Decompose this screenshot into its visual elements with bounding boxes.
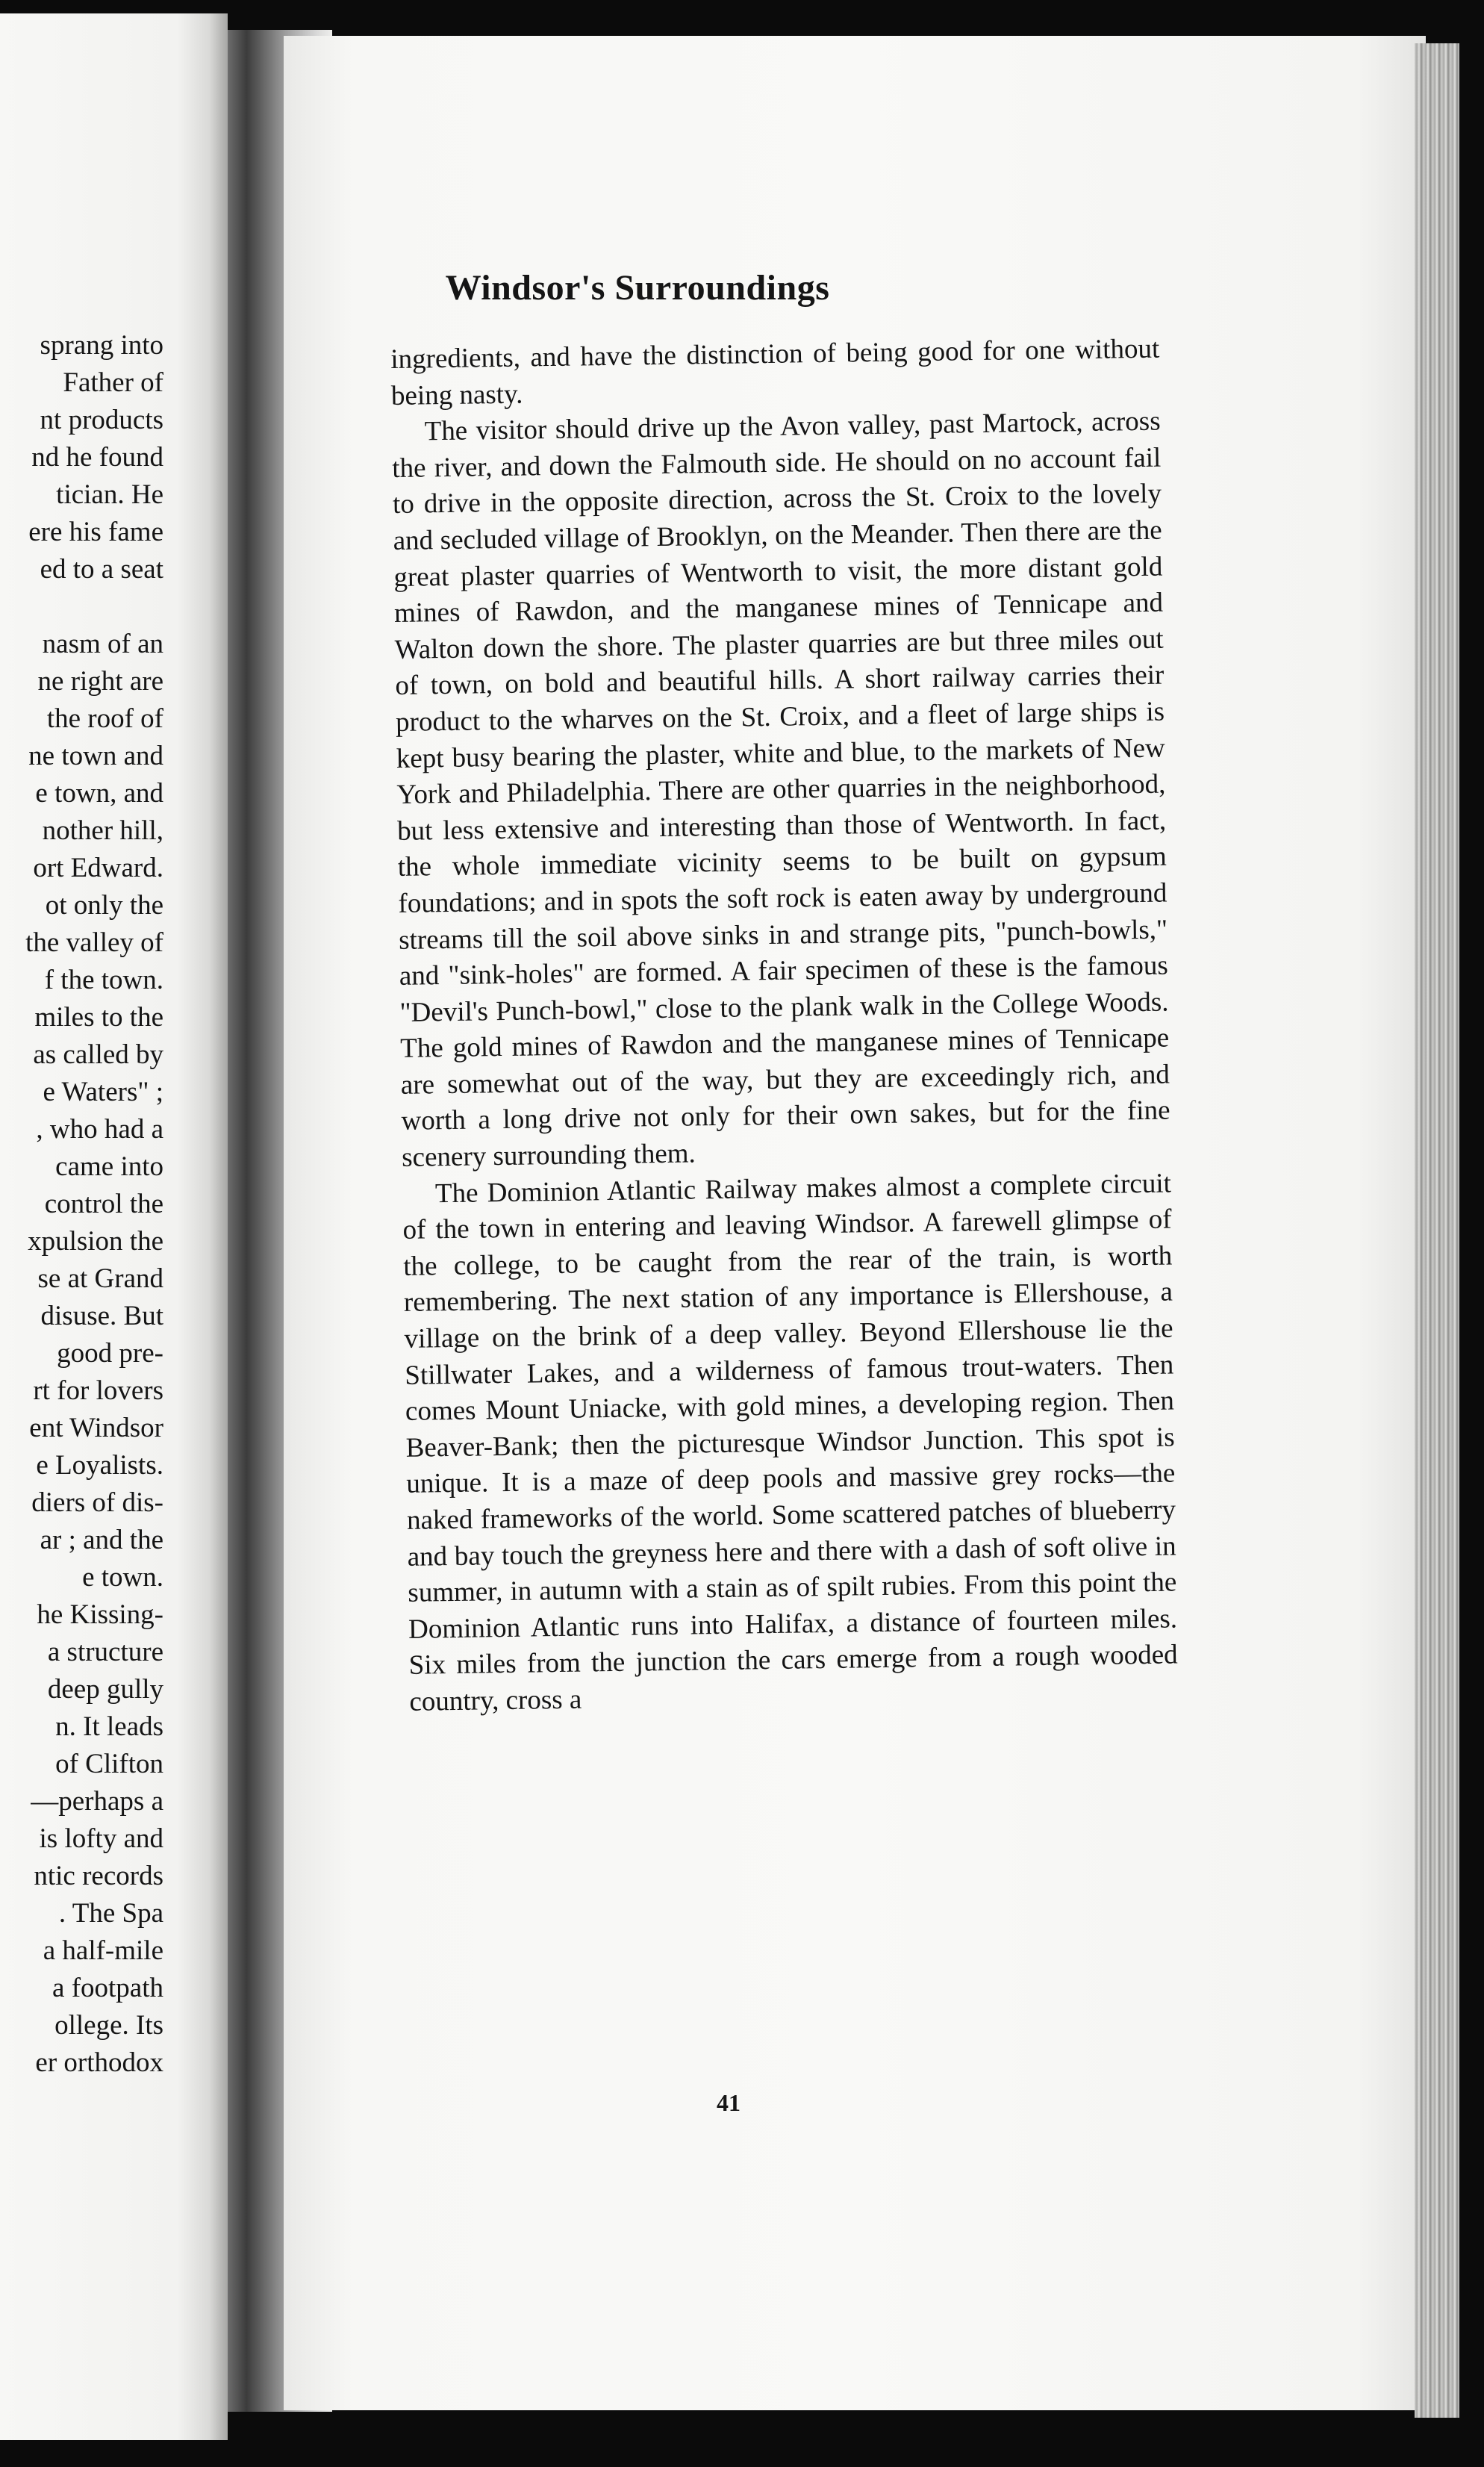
left-page-line: ere his fame (28, 517, 163, 547)
left-page-line: he Kissing- (37, 1599, 163, 1630)
left-page-line: f the town. (44, 965, 163, 995)
left-page-line: diers of dis- (31, 1487, 163, 1518)
left-page-line: Father of (63, 367, 163, 398)
left-page-line (0, 588, 163, 626)
left-page-line: tician. He (56, 479, 163, 510)
running-head: Windsor's Surroundings (445, 268, 830, 308)
left-page-text (0, 327, 163, 2082)
left-page-line: of Clifton (55, 1749, 163, 1779)
left-page-line: nasm of an (42, 629, 163, 659)
left-page-line: —perhaps a (31, 1786, 163, 1817)
left-page-line: nd he found (31, 442, 163, 473)
left-page-line: the roof of (46, 703, 163, 734)
left-page-line: ot only the (45, 890, 163, 921)
left-page-line: e Loyalists. (36, 1450, 163, 1481)
left-page-line: se at Grand (37, 1263, 163, 1294)
page-edges (1415, 43, 1459, 2418)
page-number: 41 (717, 2089, 741, 2116)
left-page-line: xpulsion the (28, 1226, 163, 1257)
left-page-line: ar ; and the (40, 1525, 163, 1555)
left-page-line: e town, and (35, 778, 163, 809)
left-page-line: n. It leads (55, 1711, 163, 1742)
left-page-line: e Waters" ; (43, 1077, 163, 1107)
left-page-line: disuse. But (40, 1301, 163, 1331)
left-page-line: . The Spa (58, 1898, 163, 1929)
paragraph: The visitor should drive up the Avon valley, past Martock, across the river, and down the Falmouth side. He should on no account fail to drive in the opposite direction, across the St. Croix to the lovely and secluded village of Brooklyn, on the Meander. Then there are the great plaster quarries of Wentworth to visit, the more distant gold mines of Rawdon, and the manganese mines of Tennicape and Walton down the shore. The plaster quarries are but three miles out of town, on bold and beautiful hills. A short railway carries their product to the wharves on the St. Croix, and a fleet of large ships is kept busy bearing the plaster, white and blue, to the markets of New York and Philadelphia. There are other quarries in the neighborhood, but less extensive and interesting than those of Wentworth. In fact, the whole immediate vicinity seems to be built on gypsum foundations; and in spots the soft rock is eaten away by underground streams till the soil above sinks in and strange pits, "punch-bowls," and "sink-holes" are formed. A fair specimen of these is the famous "Devil's Punch-bowl," close to the plank walk in the College Woods. The gold mines of Rawdon and the manganese mines of Tennicape are somewhat out of the way, but they are exceedingly rich, and worth a long drive not only for their own sakes, but for the fine scenery surrounding them. (392, 405, 1170, 1173)
body-text (390, 332, 1179, 1721)
left-page-line: a structure (47, 1637, 163, 1667)
left-page-line: ne right are (37, 666, 163, 697)
left-page-line: a half-mile (43, 1935, 163, 1966)
left-page-line: deep gully (47, 1674, 163, 1705)
paragraph: ingredients, and have the distinction of being good for one without being nasty. (390, 333, 1160, 411)
left-page-line: er orthodox (35, 2047, 163, 2078)
left-page-line: nother hill, (42, 815, 163, 846)
left-page-line: ne town and (28, 741, 163, 771)
paragraph: The Dominion Atlantic Railway makes almost a complete circuit of the town in entering and leaving Windsor. A farewell glimpse of the college, to be caught from the rear of the train, is worth remembering. The next station of any importance is Ellershouse, a village on the brink of a deep valley. Beyond Ellershouse lie the Stillwater Lakes, and a wilderness of famous trout-waters. Then comes Mount Uniacke, with gold mines, a developing region. Then Beaver-Bank; then the picturesque Windsor Junction. This spot is unique. It is a maze of deep pools and massive grey rocks—the naked frameworks of the world. Some scattered patches of blueberry and bay touch the greyness here and there with a dash of soft olive in summer, in autumn with a stain as of spilt rubies. From this point the Dominion Atlantic runs into Halifax, a distance of fourteen miles. Six miles from the junction the cars emerge from a rough wooded country, cross a (402, 1168, 1178, 1717)
left-page-line: rt for lovers (33, 1375, 163, 1406)
left-page-line: , who had a (36, 1114, 163, 1145)
left-page-line: good pre- (57, 1338, 163, 1369)
left-page-line: ort Edward. (33, 853, 163, 883)
left-page-line: came into (55, 1151, 163, 1182)
left-page-line: e town. (82, 1562, 163, 1593)
left-page-line: as called by (33, 1039, 163, 1070)
left-page-line: the valley of (25, 927, 163, 958)
left-page (0, 13, 228, 2440)
left-page-line: ent Windsor (29, 1413, 163, 1443)
left-page-line: is lofty and (39, 1823, 163, 1854)
left-page-line: nt products (40, 405, 163, 435)
left-page-line: sprang into (40, 330, 163, 361)
left-page-line: ollege. Its (54, 2010, 163, 2041)
left-page-line: ntic records (34, 1861, 163, 1891)
left-page-line: ed to a seat (40, 554, 163, 585)
left-page-line: miles to the (34, 1002, 163, 1033)
left-page-line: control the (44, 1189, 163, 1219)
left-page-line: a footpath (52, 1973, 163, 2003)
